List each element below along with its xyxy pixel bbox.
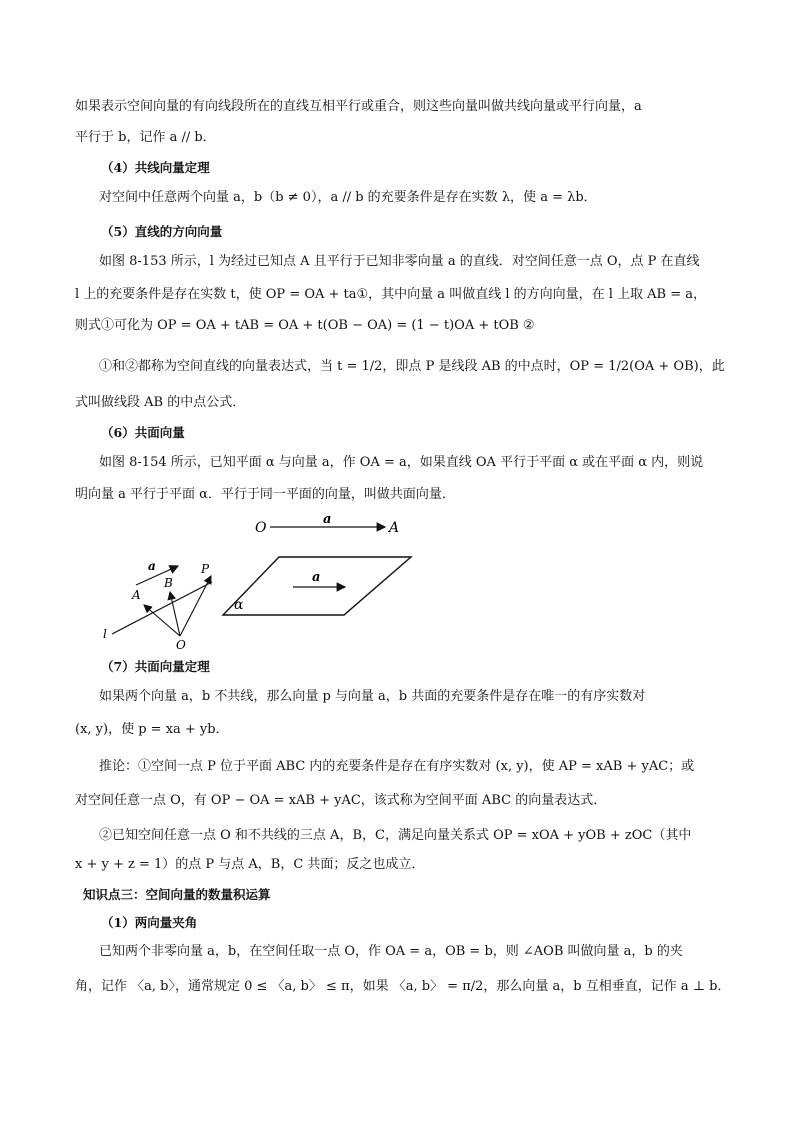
paragraph-corollary-1: 推论：①空间一点 P 位于平面 ABC 内的充要条件是存在有序实数对 (x, y)，使 AP = xAB + yAC；或	[99, 759, 695, 774]
paragraph-angle-1: 已知两个非零向量 a，b，在空间任取一点 O，作 OA = a，OB = b，则 ∠AOB 叫做向量 a，b 的夹	[99, 944, 683, 959]
paragraph-direction-vector-3: 则式①可化为 OP = OA + tAB = OA + t(OB − OA) = (1 − t)OA + tOB ②	[75, 318, 535, 333]
paragraph-coplanar-2: 明向量 a 平行于平面 α．平行于同一平面的向量，叫做共面向量．	[75, 487, 455, 502]
heading-coplanar-theorem: （7）共面向量定理	[101, 659, 210, 674]
heading-direction-vector: （5）直线的方向向量	[101, 224, 223, 239]
point-A-top: A	[389, 520, 400, 536]
label-a-top: a	[323, 512, 332, 527]
paragraph-direction-vector-2: l 上的充要条件是存在实数 t，使 OP = OA + ta①，其中向量 a 叫做直线 l 的方向向量，在 l 上取 AB = a，	[75, 287, 707, 302]
paragraph-coplanar-theorem-2: (x, y)，使 p = xa + yb．	[75, 722, 229, 737]
vector-OA	[144, 605, 180, 636]
paragraph-coplanar-theorem-1: 如果两个向量 a，b 不共线，那么向量 p 与向量 a，b 共面的充要条件是存在唯一的有序实数对	[99, 689, 646, 704]
paragraph-coplanar-1: 如图 8-154 所示，已知平面 α 与向量 a，作 OA = a，如果直线 OA 平行于平面 α 或在平面 α 内，则说	[99, 455, 704, 470]
heading-dot-product: 知识点三：空间向量的数量积运算	[83, 887, 271, 902]
paragraph-collinear-definition: 如果表示空间向量的有向线段所在的直线互相平行或重合，则这些向量叫做共线向量或平行向量，a	[75, 99, 642, 114]
paragraph-corollary-4: x + y + z = 1）的点 P 与点 A，B，C 共面；反之也成立．	[75, 857, 425, 872]
point-o-top: O	[255, 520, 267, 536]
point-O-left: O	[176, 638, 186, 652]
paragraph-line-vector-expression-2: 式叫做线段 AB 的中点公式．	[75, 395, 246, 410]
heading-angle-between-vectors: （1）两向量夹角	[101, 915, 198, 930]
paragraph-corollary-3: ②已知空间任意一点 O 和不共线的三点 A，B，C，满足向量关系式 OP = xOA + yOB + zOC（其中	[99, 828, 692, 843]
point-P: P	[201, 562, 210, 576]
point-B: B	[164, 576, 173, 590]
paragraph-line-vector-expression-1: ①和②都称为空间直线的向量表达式，当 t = 1/2，即点 P 是线段 AB 的中点时，OP = 1/2(OA + OB)，此	[99, 359, 725, 374]
paragraph-angle-2: 角，记作 〈a, b〉，通常规定 0 ≤ 〈a, b〉 ≤ π，如果 〈a, b〉 = π/2，那么向量 a，b 互相垂直，记作 a ⊥ b．	[75, 979, 731, 994]
paragraph-corollary-2: 对空间任意一点 O，有 OP − OA = xAB + yAC，该式称为空间平面 ABC 的向量表达式．	[75, 793, 607, 808]
heading-coplanar-vectors: （6）共面向量	[101, 425, 185, 440]
paragraph-collinear-notation: 平行于 b，记作 a // b．	[75, 130, 216, 145]
vector-OP	[180, 576, 211, 636]
label-a-left: a	[148, 559, 156, 573]
label-line-l: l	[103, 627, 107, 641]
vector-diagram	[100, 510, 430, 655]
label-alpha: α	[234, 597, 244, 613]
plane-alpha	[223, 557, 411, 615]
label-a-plane: a	[312, 570, 321, 585]
line-l	[112, 582, 212, 634]
paragraph-collinear-theorem: 对空间中任意两个向量 a，b（b ≠ 0），a // b 的充要条件是存在实数 λ，使 a = λb．	[99, 190, 597, 205]
heading-collinear-theorem: （4）共线向量定理	[101, 160, 210, 175]
point-A-left: A	[132, 588, 141, 602]
paragraph-direction-vector-1: 如图 8-153 所示，l 为经过已知点 A 且平行于已知非零向量 a 的直线．对空间任意一点 O，点 P 在直线	[99, 254, 700, 269]
